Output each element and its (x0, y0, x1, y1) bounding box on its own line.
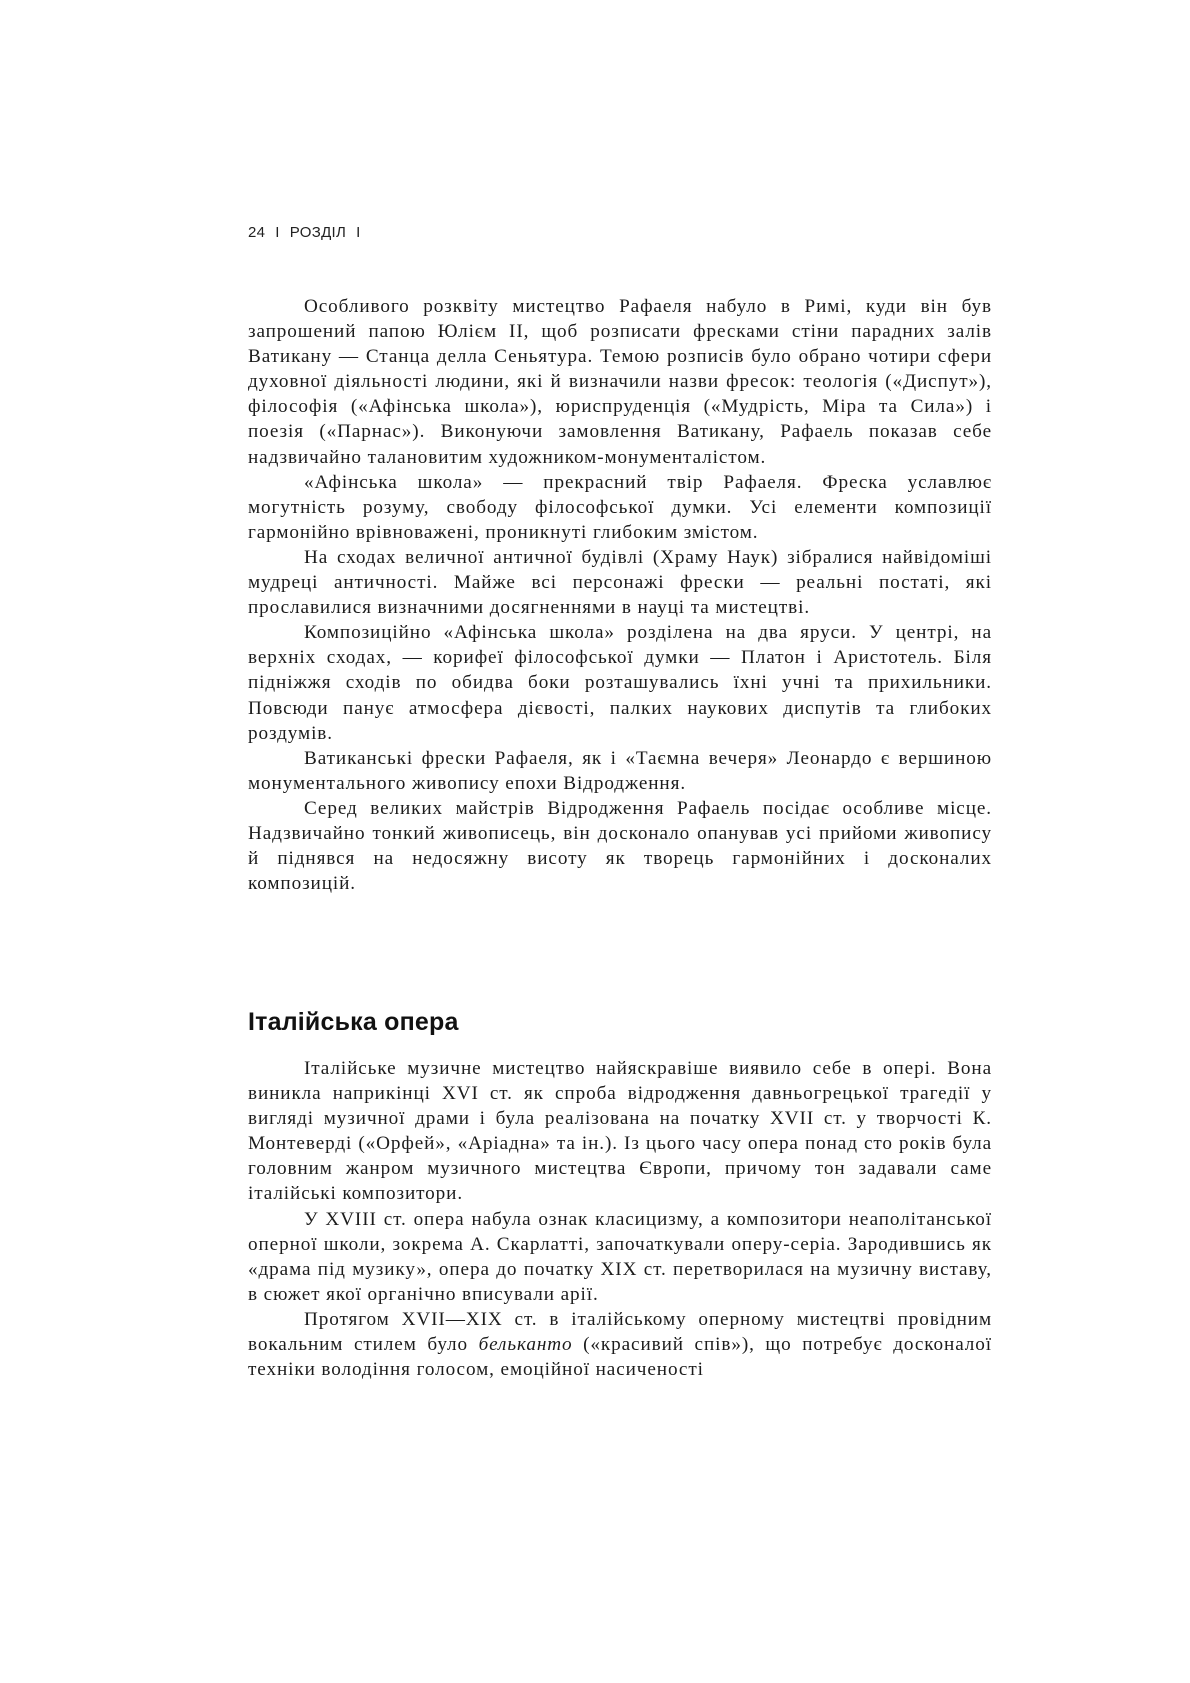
running-head (248, 224, 371, 241)
paragraph: У XVIII ст. опера набула ознак класицизму, а композитори неаполітанської оперної школи, зокрема А. Скарлатті, започаткували оперу-серіа. Зародившись як «драма під музику», опера до початку XIX ст. перетворилася на музичну виставу, в сюжет якої органічно вписували арії. (248, 1208, 992, 1305)
paragraph-with-emphasis (248, 1307, 992, 1382)
page-number: 24 (248, 224, 266, 241)
running-head-section: РОЗДІЛ (289, 224, 347, 241)
paragraph: Італійське музичне мистецтво найяскравіше виявило себе в опері. Вона виникла наприкінці XVI ст. як спроба відродження давньогрецької трагедії у вигляді музичної драми і була реалізована на початку XVII ст. у творчості К. Монтеверді («Орфей», «Аріадна» та ін.). Із цього часу опера понад сто років була головним жанром музичного мистецтва Європи, причому тон задавали саме італійські композитори. (248, 1058, 992, 1205)
section-heading: Італійська опера (248, 1008, 459, 1036)
paragraph: На сходах величної античної будівлі (Храму Наук) зібралися найвідоміші мудреці античності. Майже всі персонажі фрески — реальні постаті, які прославилися визначними досягненнями в науці та мистецтві. (248, 546, 992, 619)
opera-text-block (248, 1056, 992, 1382)
running-head-separator-end: I (356, 224, 361, 241)
paragraph: Ватиканські фрески Рафаеля, як і «Таємна вечеря» Леонардо є вершиною монументального живопису епохи Відродження. (248, 747, 992, 794)
running-head-separator: I (275, 224, 280, 241)
paragraph: Особливого розквіту мистецтво Рафаеля набуло в Римі, куди він був запрошений папою Юлієм II, щоб розписати фресками стіни парадних залів Ватикану — Станца делла Сеньятура. Темою розписів було обрано чотири сфери духовної діяльності людини, які й визначили назви фресок: теологія («Диспут»), філософія («Афінська школа»), юриспруденція («Мудрість, Міра та Сила») і поезія («Парнас»). Виконуючи замовлення Ватикану, Рафаель показав себе надзвичайно талановитим художником-монументалістом. (248, 296, 992, 468)
paragraph: Композиційно «Афінська школа» розділена на два яруси. У центрі, на верхніх сходах, — корифеї філософської думки — Платон і Аристотель. Біля підніжжя сходів по обидва боки розташувались їхні учні та прихильники. Повсюди панує атмосфера дієвості, палких наукових диспутів та глибоких роздумів. (248, 622, 992, 744)
raphael-text-block (248, 294, 992, 896)
text-run: Протягом XVII—XIX ст. в італійському оперному мистецтві провідним вокальним стилем було (248, 1308, 992, 1356)
text-run: («красивий спів»), що потребує досконалої техніки володіння голосом, емоційної насиченості (248, 1334, 992, 1381)
emphasized-term: бельканто (478, 1334, 573, 1356)
paragraph: Серед великих майстрів Відродження Рафаель посідає особливе місце. Надзвичайно тонкий живописець, він досконало опанував усі прийоми живопису й піднявся на недосяжну висоту як творець гармонійних і досконалих композицій. (248, 797, 992, 895)
paragraph: «Афінська школа» — прекрасний твір Рафаеля. Фреска уславлює могутність розуму, свободу філософської думки. Усі елементи композиції гармонійно врівноважені, проникнуті глибоким змістом. (248, 471, 992, 543)
